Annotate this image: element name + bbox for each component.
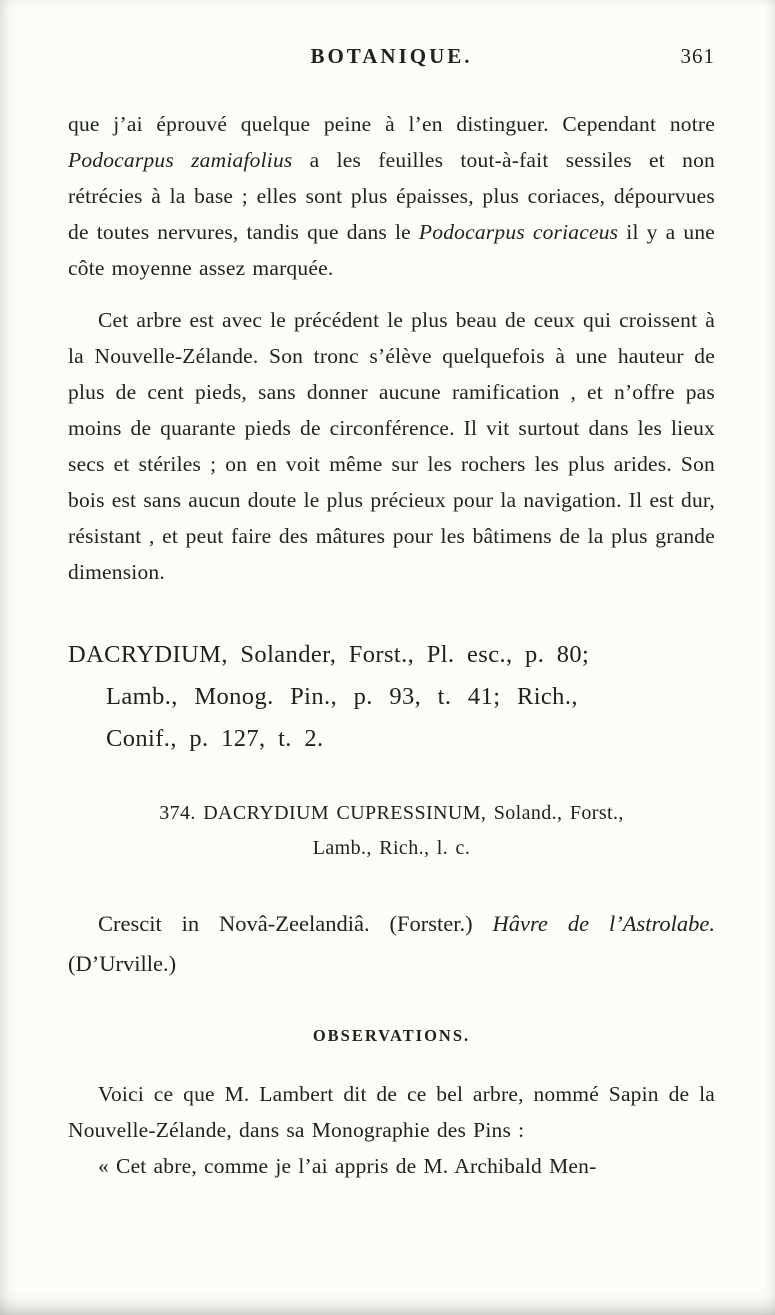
species-heading-line1: 374. DACRYDIUM CUPRESSINUM, Soland., Forst., — [159, 802, 624, 824]
species-heading-line2: Lamb., Rich., l. c. — [312, 837, 471, 859]
paragraph-crescit — [68, 904, 715, 984]
species-heading-dacrydium-cupressinum — [68, 796, 715, 866]
text-run: que j’ai éprouvé quelque peine à l’en distinguer. Cependant notre — [68, 112, 715, 136]
genus-heading-dacrydium — [68, 634, 715, 760]
paragraph-observations-intro: Voici ce que M. Lambert dit de ce bel arbre, nommé Sapin de la Nouvelle-Zélande, dans sa Monographie des Pins : — [68, 1082, 715, 1142]
genus-heading-line3: Conif., p. 127, t. 2. — [106, 725, 324, 752]
paragraph-cet-arbre: Cet arbre est avec le précédent le plus beau de ceux qui croissent à la Nouvelle-Zélande. Son tronc s’élève quelquefois à une hauteur de plus de cent pieds, sans donner aucune ramification , et n’offre pas moins de quarante pieds de circonférence. Il vit surtout dans les lieux secs et stériles ; on en voit même sur les rochers les plus arides. Son bois est sans aucun doute le plus précieux pour la navigation. Il est dur, résistant , et peut faire des mâtures pour les bâtimens de la plus grande dimension. — [68, 308, 715, 584]
genus-heading-line1: DACRYDIUM, Solander, Forst., Pl. esc., p. 80; — [68, 641, 590, 668]
page-header — [68, 44, 715, 74]
species-name-zamiafolius: Podocarpus zamiafolius — [68, 148, 293, 172]
page-number: 361 — [680, 44, 715, 68]
text-run: (D’Urville.) — [68, 951, 177, 976]
observations-heading: OBSERVATIONS. — [312, 1026, 471, 1045]
running-title: BOTANIQUE. — [310, 44, 473, 68]
text-run: Crescit in Novâ-Zeelandiâ. (Forster.) — [98, 911, 493, 936]
paragraph-observations-quote: « Cet abre, comme je l’ai appris de M. Archibald Men- — [98, 1154, 597, 1178]
species-name-coriaceus: Podocarpus coriaceus — [418, 220, 619, 244]
text-run: il y a une côte moyenne assez marquée. — [68, 220, 716, 280]
text-run: a les feuilles tout-à-fait sessiles et non rétrécies à la base ; elles sont plus épaisses, plus coriaces, dépourvues de toutes nervures, tandis que dans le — [68, 148, 715, 244]
genus-heading-line2: Lamb., Monog. Pin., p. 93, t. 41; Rich., — [106, 683, 578, 710]
paragraph-podocarpus-continuation — [68, 106, 715, 286]
locality-havre-astrolabe: Hâvre de l’Astrolabe. — [492, 911, 715, 936]
